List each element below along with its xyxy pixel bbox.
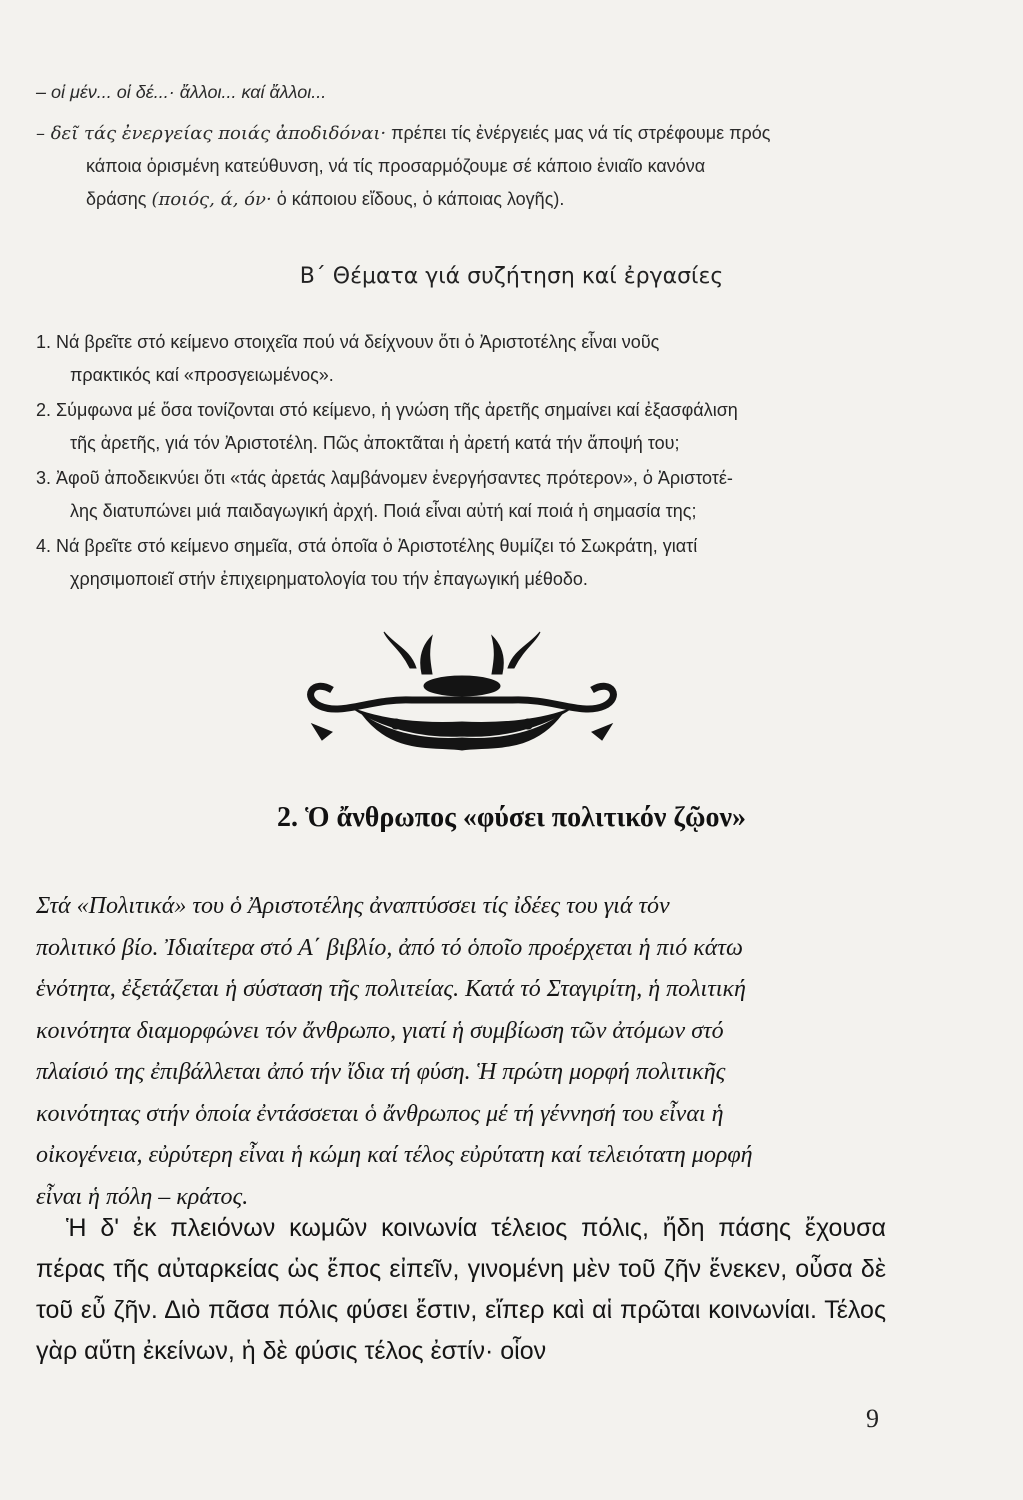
introduction-paragraph — [36, 886, 884, 1218]
section-title: 2. Ὁ ἄνθρωπος «φύσει πολιτικόν ζῷον» — [277, 802, 746, 833]
gloss-cont-term: (ποιός, ά, όν· — [151, 189, 272, 210]
question-4 — [36, 530, 896, 596]
question-1-line-1: 1. Νά βρεῖτε στό κείμενο στοιχεῖα πού νά δείχνουν ὅτι ὁ Ἀριστοτέλης εἶναι νοῦς — [36, 332, 660, 352]
decorative-scroll-ornament-icon — [292, 628, 632, 758]
intro-line: ἑνότητα, ἐξετάζεται ἡ σύσταση τῆς πολιτείας. Κατά τό Σταγιρίτη, ἡ πολιτική — [36, 976, 746, 1002]
intro-line: πλαίσιό της ἐπιβάλλεται ἀπό τήν ἴδια τή φύση. Ἡ πρώτη μορφή πολιτικῆς — [36, 1059, 726, 1085]
gloss-line-1: – οἱ μέν... οἱ δέ...· ἄλλοι... καί ἄλλοι... — [36, 82, 327, 102]
intro-line: κοινότητα διαμορφώνει τόν ἄνθρωπο, γιατί ἡ συμβίωση τῶν ἀτόμων στό — [36, 1017, 724, 1044]
question-2-line-2: τῆς ἀρετῆς, γιά τόν Ἀριστοτέλη. Πῶς ἀποκτᾶται ἡ ἀρετή κατά τήν ἄποψή του; — [70, 433, 680, 453]
page-number: 9 — [866, 1404, 879, 1433]
question-3 — [36, 462, 896, 528]
gloss-block — [36, 76, 916, 109]
gloss-continuation-1: κάποια ὁρισμένη κατεύθυνση, νά τίς προσαρμόζουμε σέ κάποιο ἑνιαῖο κανόνα — [86, 156, 706, 176]
question-4-line-1: 4. Νά βρεῖτε στό κείμενο σημεῖα, στά ὁποῖα ὁ Ἀριστοτέλης θυμίζει τό Σωκράτη, γιατί — [36, 536, 698, 556]
question-2-line-1: 2. Σύμφωνα μέ ὅσα τονίζονται στό κείμενο, ἡ γνώση τῆς ἀρετῆς σημαίνει καί ἐξασφάλιση — [36, 400, 738, 420]
gloss-explanation: πρέπει τίς ἐνέργειές μας νά τίς στρέφουμε πρός — [386, 123, 771, 143]
question-3-line-1: 3. Ἀφοῦ ἀποδεικνύει ὅτι «τάς ἀρετάς λαμβάνομεν ἐνεργήσαντες πρότερον», ὁ Ἀριστοτέ- — [36, 468, 733, 488]
question-3-line-2: λης διατυπώνει μιά παιδαγωγική ἀρχή. Ποιά εἶναι αὐτή καί ποιά ἡ σημασία της; — [70, 501, 697, 521]
discussion-topics-heading: Β΄ Θέματα γιά συζήτηση καί ἐργασίες — [299, 264, 724, 289]
gloss-term: – δεῖ τάς ἐνεργείας ποιάς ἀποδιδόναι· — [36, 123, 387, 144]
gloss-block-2 — [36, 117, 916, 216]
intro-line: πολιτικό βίο. Ἰδιαίτερα στό Α΄ βιβλίο, ἀπό τό ὁποῖο προέρχεται ἡ πιό κάτω — [36, 934, 743, 961]
question-1 — [36, 326, 896, 392]
question-1-line-2: πρακτικός καί «προσγειωμένος». — [70, 365, 334, 385]
gloss-cont-text-end: ὁ κάποιου εἴδους, ὁ κάποιας λογῆς). — [271, 189, 565, 209]
question-2 — [36, 394, 896, 460]
intro-line: οἰκογένεια, εὐρύτερη εἶναι ἡ κώμη καί τέλος εὐρύτατη καί τελειότατη μορφή — [36, 1142, 753, 1168]
intro-line: Στά «Πολιτικά» του ὁ Ἀριστοτέλης ἀναπτύσσει τίς ἰδέες του γιά τόν — [36, 893, 670, 919]
gloss-continuation-2 — [36, 183, 916, 216]
intro-line: κοινότητας στήν ὁποία ἐντάσσεται ὁ ἄνθρωπος μέ τή γέννησή του εἶναι ἡ — [36, 1100, 724, 1127]
question-4-line-2: χρησιμοποιεῖ στήν ἐπιχειρηματολογία του τήν ἐπαγωγική μέθοδο. — [70, 569, 588, 589]
intro-line: εἶναι ἡ πόλη – κράτος. — [36, 1183, 249, 1210]
ancient-greek-text: Ἡ δ' ἐκ πλειόνων κωμῶν κοινωνία τέλειος πόλις, ἤδη πάσης ἔχουσα πέρας τῆς αὐταρκείας ὡς ἔπος εἰπεῖν, γινομένη μὲν τοῦ ζῆν ἕνεκεν, οὖσα δὲ τοῦ εὖ ζῆν. Διὸ πᾶσα πόλις φύσει ἔστιν, εἴπερ καὶ αἱ πρῶται κοινωνίαι. Τέλος γὰρ αὕτη ἐκείνων, ἡ δὲ φύσις τέλος ἐστίν· οἷον — [36, 1214, 886, 1365]
gloss-cont-text: δράσης — [86, 189, 152, 209]
